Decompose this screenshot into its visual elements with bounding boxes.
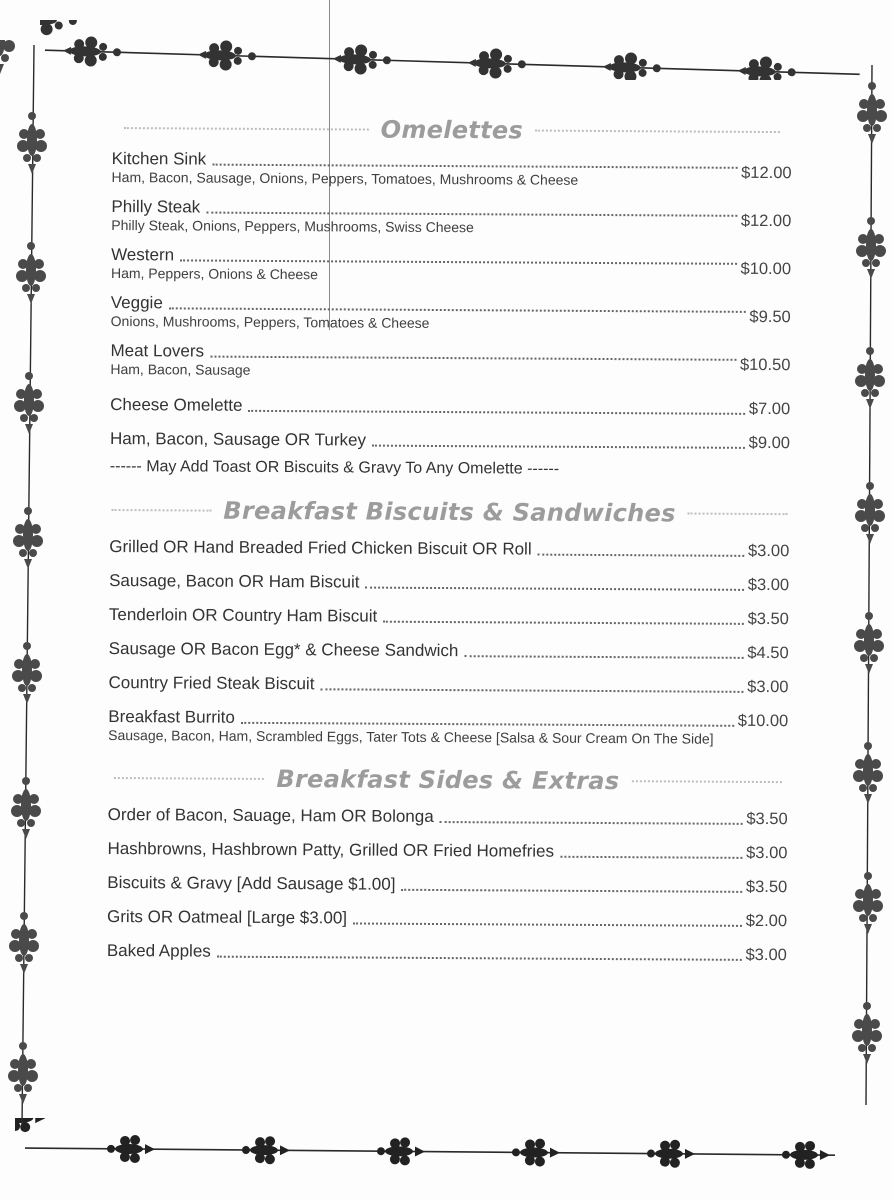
item-price: $12.00 bbox=[740, 211, 792, 231]
item-price: $10.50 bbox=[739, 355, 791, 375]
item-description: Onions, Mushrooms, Peppers, Tomatoes & Cheese bbox=[110, 312, 430, 331]
item-price: $7.00 bbox=[748, 399, 791, 419]
floral-vine-icon bbox=[15, 1118, 855, 1178]
item-price: $2.00 bbox=[745, 911, 788, 931]
menu-item bbox=[107, 906, 787, 932]
menu-page bbox=[107, 108, 792, 966]
top-floral-border bbox=[40, 20, 860, 80]
dot-leader bbox=[464, 655, 743, 659]
header-dots-right bbox=[688, 513, 788, 516]
section-title: Breakfast Biscuits & Sandwiches bbox=[223, 496, 676, 528]
section-header bbox=[112, 108, 792, 152]
item-name: Philly Steak bbox=[111, 196, 201, 217]
item-name: Hashbrowns, Hashbrown Patty, Grilled OR Fried Homefries bbox=[107, 838, 555, 861]
dot-leader bbox=[206, 212, 737, 217]
item-price: $3.00 bbox=[745, 945, 787, 965]
item-name: Baked Apples bbox=[106, 940, 211, 961]
item-price: $3.00 bbox=[747, 541, 790, 561]
menu-item bbox=[110, 340, 790, 382]
menu-item bbox=[109, 536, 789, 562]
dot-leader bbox=[365, 587, 743, 591]
dot-leader bbox=[560, 856, 742, 859]
item-price: $9.00 bbox=[748, 433, 791, 453]
dot-leader bbox=[401, 889, 741, 893]
floral-vine-icon bbox=[40, 20, 860, 80]
dot-leader bbox=[212, 164, 737, 169]
menu-item bbox=[108, 706, 788, 748]
item-name: Breakfast Burrito bbox=[108, 706, 235, 727]
item-name: Veggie bbox=[110, 292, 163, 313]
item-price: $3.00 bbox=[746, 843, 788, 863]
omelette-note: ------ May Add Toast OR Biscuits & Gravy To Any Omelette ------ bbox=[109, 457, 560, 478]
menu-item bbox=[109, 570, 789, 596]
menu-item bbox=[109, 638, 789, 664]
header-dots-right bbox=[535, 130, 780, 133]
menu-item bbox=[111, 244, 791, 286]
floral-vine-icon bbox=[0, 40, 50, 1130]
dot-leader bbox=[210, 356, 736, 361]
dot-leader bbox=[248, 410, 744, 415]
menu-item bbox=[107, 940, 787, 966]
item-name: Country Fried Steak Biscuit bbox=[108, 672, 315, 694]
dot-leader bbox=[320, 688, 743, 693]
item-name: Grilled OR Hand Breaded Fried Chicken Biscuit OR Roll bbox=[109, 536, 532, 559]
dot-leader bbox=[241, 722, 734, 727]
bottom-floral-border bbox=[15, 1118, 855, 1178]
right-floral-border bbox=[850, 60, 892, 1110]
item-description: Ham, Bacon, Sausage bbox=[110, 360, 251, 378]
item-price: $9.50 bbox=[749, 307, 791, 327]
left-floral-border bbox=[0, 40, 50, 1130]
menu-item bbox=[111, 196, 791, 238]
section-header bbox=[109, 490, 789, 534]
item-description: Philly Steak, Onions, Peppers, Mushrooms, Swiss Cheese bbox=[111, 216, 474, 236]
dot-leader bbox=[372, 445, 745, 449]
menu-item bbox=[110, 428, 790, 454]
menu-item bbox=[112, 148, 792, 190]
item-price: $10.00 bbox=[737, 711, 789, 731]
floral-vine-icon bbox=[850, 60, 892, 1110]
item-name: Kitchen Sink bbox=[111, 148, 207, 169]
section-breakfast-sides-extras bbox=[107, 758, 788, 966]
section-header bbox=[108, 758, 788, 802]
item-price: $3.00 bbox=[747, 575, 790, 595]
menu-item bbox=[107, 872, 787, 898]
item-price: $3.50 bbox=[747, 609, 789, 629]
item-name: Ham, Bacon, Sausage OR Turkey bbox=[109, 428, 367, 450]
menu-item bbox=[110, 394, 790, 420]
dot-leader bbox=[353, 922, 742, 926]
header-dots-right bbox=[631, 780, 781, 783]
dot-leader bbox=[440, 821, 743, 825]
item-price: $12.00 bbox=[741, 163, 792, 183]
item-name: Sausage OR Bacon Egg* & Cheese Sandwich bbox=[108, 638, 459, 661]
section-title: Omelettes bbox=[380, 115, 524, 145]
item-description: Ham, Bacon, Sausage, Onions, Peppers, Tomatoes, Mushrooms & Cheese bbox=[111, 168, 579, 188]
item-price: $3.00 bbox=[747, 677, 789, 697]
dot-leader bbox=[538, 554, 744, 557]
item-name: Western bbox=[111, 244, 175, 265]
item-description: Sausage, Bacon, Ham, Scrambled Eggs, Tater Tots & Cheese [Salsa & Sour Cream On The Side] bbox=[108, 726, 714, 747]
item-name: Tenderloin OR Country Ham Biscuit bbox=[108, 604, 378, 626]
item-description: Ham, Peppers, Onions & Cheese bbox=[110, 264, 319, 283]
dot-leader bbox=[217, 956, 742, 961]
section-omelettes bbox=[110, 108, 792, 480]
menu-item bbox=[109, 604, 789, 630]
header-dots-left bbox=[124, 127, 369, 130]
menu-item bbox=[108, 804, 788, 830]
item-name: Meat Lovers bbox=[110, 340, 205, 361]
dot-leader bbox=[383, 621, 743, 625]
menu-item bbox=[111, 292, 791, 334]
item-name: Order of Bacon, Sauage, Ham OR Bolonga bbox=[107, 804, 434, 826]
header-dots-left bbox=[111, 509, 211, 512]
menu-item bbox=[108, 672, 788, 698]
header-dots-left bbox=[114, 777, 264, 780]
item-price: $10.00 bbox=[740, 259, 792, 279]
section-breakfast-biscuits-sandwiches bbox=[108, 490, 790, 748]
section-title: Breakfast Sides & Extras bbox=[276, 765, 620, 796]
item-price: $3.50 bbox=[745, 877, 788, 897]
item-name: Grits OR Oatmeal [Large $3.00] bbox=[107, 906, 348, 928]
item-name: Cheese Omelette bbox=[110, 394, 243, 415]
item-name: Sausage, Bacon OR Ham Biscuit bbox=[109, 570, 360, 592]
item-name: Biscuits & Gravy [Add Sausage $1.00] bbox=[107, 872, 396, 894]
item-price: $3.50 bbox=[746, 809, 788, 829]
item-price: $4.50 bbox=[747, 643, 789, 663]
menu-item bbox=[107, 838, 787, 864]
